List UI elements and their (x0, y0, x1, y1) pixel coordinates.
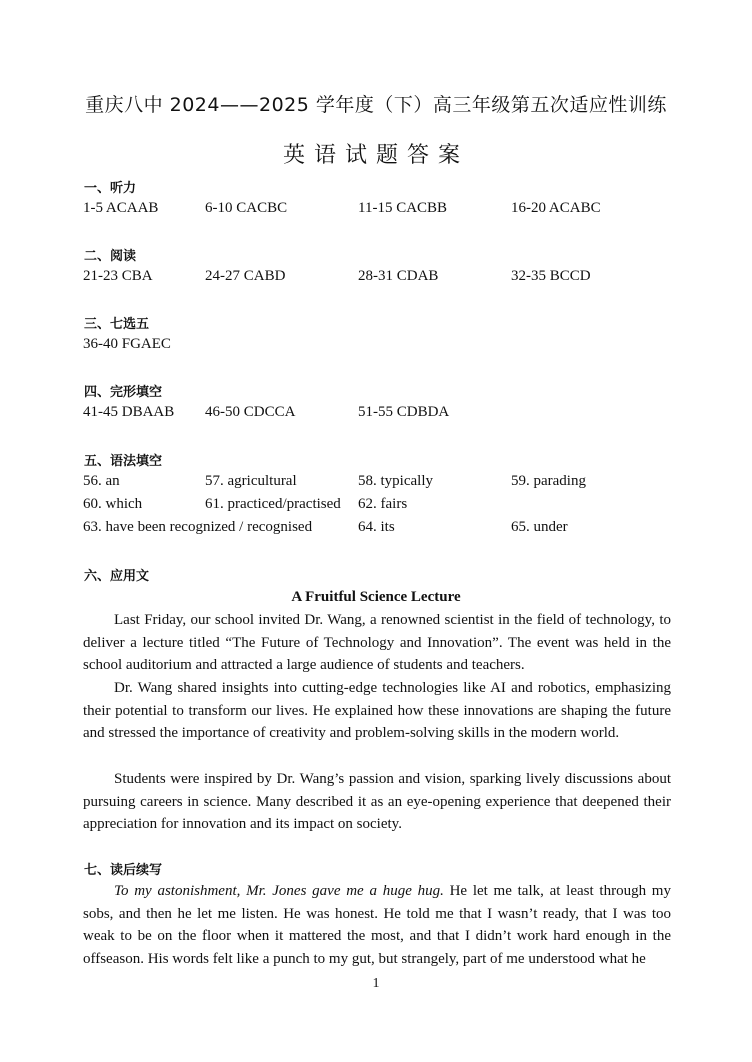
answer-item: 62. fairs (358, 496, 408, 512)
answer-group: 21-23 CBA (83, 268, 153, 284)
cloze-answers-row (0, 404, 752, 426)
continuation-paragraph (83, 880, 671, 970)
document-subtitle: 英语试题答案 (282, 143, 469, 168)
answer-group: 28-31 CDAB (358, 268, 439, 284)
essay-title: A Fruitful Science Lecture (291, 589, 461, 605)
section-listening-heading: 一、听力 (84, 181, 137, 196)
answer-group: 6-10 CACBC (205, 200, 288, 216)
section-continuation-heading: 七、读后续写 (84, 863, 163, 878)
section-reading-heading: 二、阅读 (84, 249, 137, 264)
essay-paragraph: Students were inspired by Dr. Wang’s passion and vision, sparking lively discussions about pursuing careers in science. Many described it as an eye-opening experience that deepened their appreciation for innovation and its impact on society. (83, 771, 671, 832)
seven-five-answers-row (0, 336, 752, 358)
answer-item: 60. which (83, 496, 143, 512)
answer-group: 16-20 ACABC (511, 200, 601, 216)
essay-paragraph: Last Friday, our school invited Dr. Wang, a renowned scientist in the field of technology, to deliver a lecture titled “The Future of Technology and Innovation”. The event was held in the school auditorium and attracted a large audience of students and teachers. (83, 612, 671, 673)
page-number: 1 (372, 976, 380, 991)
answer-item: 63. have been recognized / recognised (83, 519, 313, 535)
continuation-text: He let me talk, at least through my sobs, and then he let me listen. He was honest. He told me that I wasn’t ready, that I was too weak to be on the floor when it mattered the most, and that I didn’t work hard enough in the offseason. His words felt like a punch to my gut, but strangely, part of me understood what he (83, 883, 671, 967)
answer-group: 36-40 FGAEC (83, 336, 171, 352)
answer-group: 46-50 CDCCA (205, 404, 296, 420)
answer-item: 58. typically (358, 473, 433, 489)
section-seven-five-heading: 三、七选五 (84, 317, 150, 332)
answer-item: 64. its (358, 519, 395, 535)
section-cloze-heading: 四、完形填空 (84, 385, 163, 400)
answer-group: 1-5 ACAAB (83, 200, 159, 216)
reading-answers-row (0, 268, 752, 290)
answer-item: 61. practiced/practised (205, 496, 341, 512)
continuation-lead-sentence: To my astonishment, Mr. Jones gave me a huge hug. (114, 883, 444, 899)
answer-group: 41-45 DBAAB (83, 404, 175, 420)
answer-item: 57. agricultural (205, 473, 297, 489)
grammar-answers-row (0, 496, 752, 518)
document-title: 重庆八中 2024——2025 学年度（下）高三年级第五次适应性训练 (85, 94, 667, 116)
listening-answers-row (0, 200, 752, 222)
grammar-answers-row (0, 519, 752, 541)
answer-item: 56. an (83, 473, 120, 489)
section-grammar-heading: 五、语法填空 (84, 454, 163, 469)
answer-item: 65. under (511, 519, 568, 535)
essay-paragraph: Dr. Wang shared insights into cutting-edge technologies like AI and robotics, emphasizing their potential to transform our lives. He explained how these innovations are shaping the future and stressed the importance of creativity and problem-solving skills in the modern world. (83, 680, 671, 741)
answer-group: 51-55 CDBDA (358, 404, 450, 420)
answer-item: 59. parading (511, 473, 586, 489)
answer-group: 11-15 CACBB (358, 200, 448, 216)
grammar-answers-row (0, 473, 752, 495)
section-writing-heading: 六、应用文 (84, 569, 150, 584)
answer-group: 24-27 CABD (205, 268, 286, 284)
answer-group: 32-35 BCCD (511, 268, 591, 284)
